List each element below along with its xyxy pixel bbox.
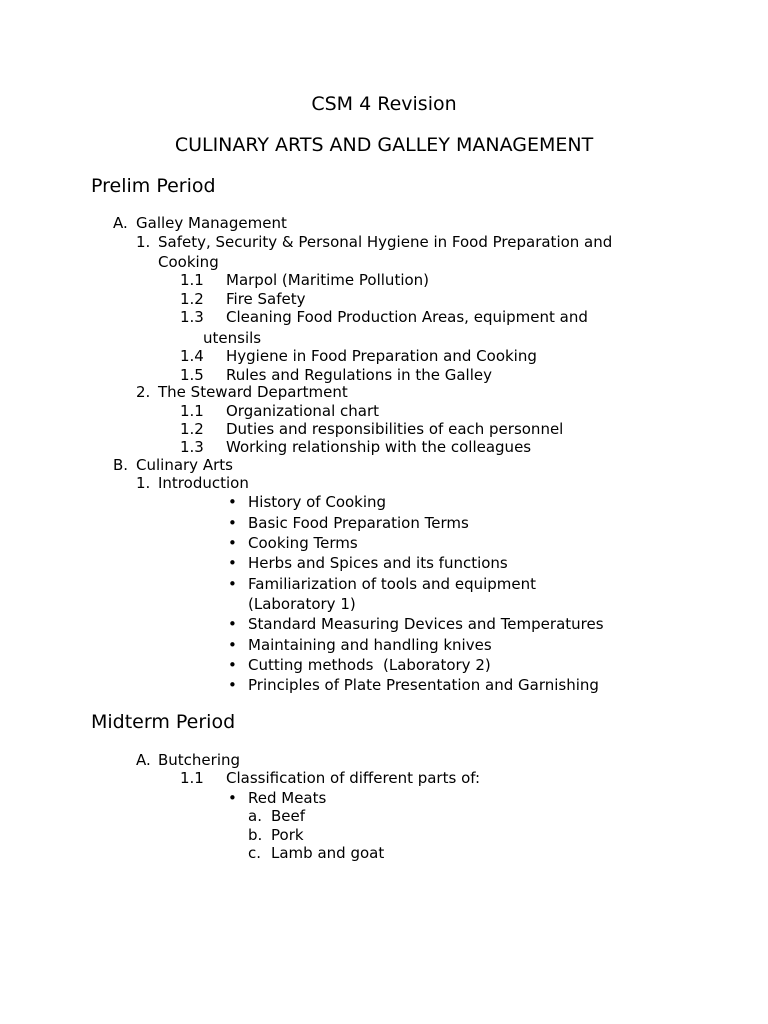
list-marker-1: 1. (136, 233, 151, 251)
bullet-icon: • (228, 636, 237, 654)
item-culinary-arts: Culinary Arts (136, 456, 233, 474)
sub-number: 1.2 (180, 290, 204, 308)
sub-item-continuation: utensils (203, 329, 262, 347)
item-steward-department: The Steward Department (158, 383, 348, 401)
bullet-icon: • (228, 493, 237, 511)
section-heading-prelim: Prelim Period (91, 175, 216, 197)
bullet-icon: • (228, 554, 237, 572)
bullet-icon: • (228, 656, 237, 674)
section-heading-midterm: Midterm Period (91, 711, 236, 733)
list-marker-2: 2. (136, 383, 151, 401)
letter-marker: b. (248, 826, 263, 844)
bullet-item-continuation: (Laboratory 1) (248, 595, 356, 613)
bullet-icon: • (228, 615, 237, 633)
sub-number: 1.5 (180, 366, 204, 384)
letter-item: Beef (271, 807, 306, 825)
letter-marker: a. (248, 807, 262, 825)
sub-item: Rules and Regulations in the Galley (226, 366, 492, 384)
list-marker-a: A. (136, 751, 151, 769)
item-safety-line1: Safety, Security & Personal Hygiene in Food Preparation and (158, 233, 613, 251)
bullet-item: Herbs and Spices and its functions (248, 554, 508, 572)
sub-number: 1.3 (180, 438, 204, 456)
sub-number: 1.4 (180, 347, 204, 365)
list-marker-b: B. (113, 456, 129, 474)
item-galley-management: Galley Management (136, 214, 287, 232)
bullet-item: Principles of Plate Presentation and Garnishing (248, 676, 599, 694)
sub-item: Organizational chart (226, 402, 380, 420)
bullet-item: Cooking Terms (248, 534, 358, 552)
bullet-item: History of Cooking (248, 493, 387, 511)
document-title: CSM 4 Revision (311, 93, 457, 115)
list-marker-a: A. (113, 214, 128, 232)
sub-item: Classification of different parts of: (226, 769, 481, 787)
letter-marker: c. (248, 844, 262, 862)
sub-number: 1.1 (180, 271, 204, 289)
item-safety-line2: Cooking (158, 253, 219, 271)
bullet-icon: • (228, 789, 237, 807)
bullet-icon: • (228, 514, 237, 532)
sub-number: 1.1 (180, 769, 204, 787)
document-subtitle: CULINARY ARTS AND GALLEY MANAGEMENT (174, 134, 594, 156)
item-butchering: Butchering (158, 751, 241, 769)
bullet-item: Familiarization of tools and equipment (248, 575, 537, 593)
sub-item: Duties and responsibilities of each personnel (226, 420, 564, 438)
bullet-item: Basic Food Preparation Terms (248, 514, 469, 532)
bullet-icon: • (228, 676, 237, 694)
sub-item: Fire Safety (226, 290, 306, 308)
sub-item: Cleaning Food Production Areas, equipment and (226, 308, 588, 326)
letter-item: Pork (271, 826, 304, 844)
bullet-item: Maintaining and handling knives (248, 636, 492, 654)
bullet-item-red-meats: Red Meats (248, 789, 327, 807)
bullet-icon: • (228, 575, 237, 593)
item-introduction: Introduction (158, 474, 249, 492)
bullet-item: Cutting methods (Laboratory 2) (248, 656, 491, 674)
list-marker-1: 1. (136, 474, 151, 492)
sub-number: 1.3 (180, 308, 204, 326)
sub-number: 1.1 (180, 402, 204, 420)
letter-item: Lamb and goat (271, 844, 385, 862)
sub-item: Marpol (Maritime Pollution) (226, 271, 430, 289)
sub-item: Working relationship with the colleagues (226, 438, 532, 456)
sub-item: Hygiene in Food Preparation and Cooking (226, 347, 537, 365)
sub-number: 1.2 (180, 420, 204, 438)
bullet-item: Standard Measuring Devices and Temperatures (248, 615, 604, 633)
bullet-icon: • (228, 534, 237, 552)
